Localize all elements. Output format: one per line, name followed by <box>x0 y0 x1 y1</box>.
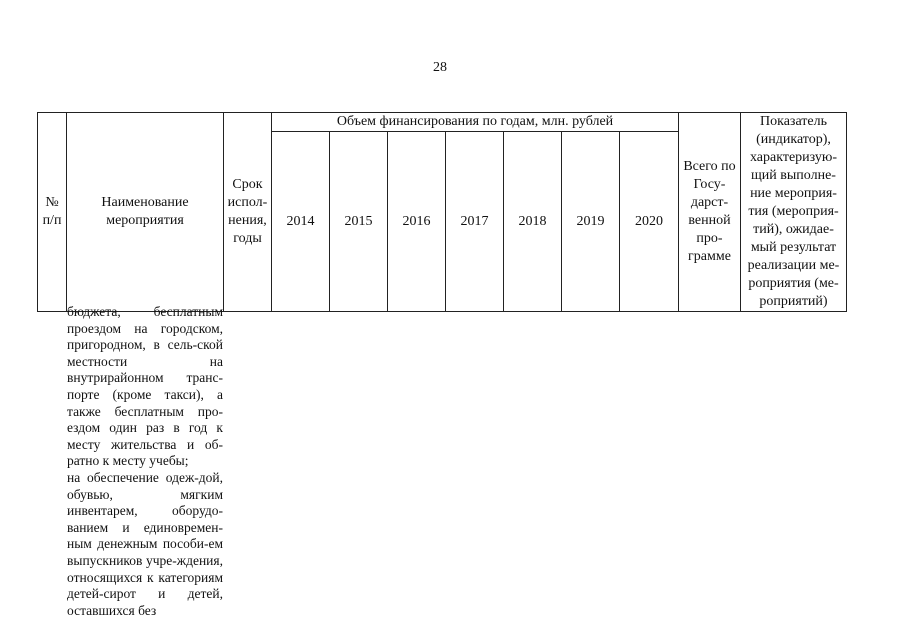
header-name: Наименование мероприятия <box>67 113 224 312</box>
page-number: 28 <box>433 60 447 75</box>
header-indicator: Показатель (индикатор), характеризую-щий выполне-ние мероприя-тия (мероприя-тий), ожидае-мый результат реализации ме-роприятия (ме-роприятий) <box>741 113 847 312</box>
measure-description <box>67 304 223 619</box>
funding-table-header <box>37 112 847 312</box>
header-year: 2015 <box>330 132 388 312</box>
header-num: № п/п <box>38 113 67 312</box>
body-paragraph: бюджета, бесплатным проездом на городском, пригородном, в сель-ской местности на внутрирайонном транс-порте (кроме такси), а также бесплатным про-ездом один раз в год к месту жительства и об-ратно к месту учебы; <box>67 304 223 469</box>
header-total: Всего по Госу-дарст-венной про-грамме <box>679 113 741 312</box>
header-year: 2018 <box>504 132 562 312</box>
header-funding-group: Объем финансирования по годам, млн. рублей <box>272 113 679 132</box>
header-year: 2020 <box>620 132 679 312</box>
body-paragraph: на обеспечение одеж-дой, обувью, мягким инвентарем, оборудо-ванием и единовремен-ным денежным пособи-ем выпускников учре-ждения, относящихся к категориям детей-сирот и детей, оставшихся без <box>67 469 223 618</box>
header-year: 2014 <box>272 132 330 312</box>
header-year: 2017 <box>446 132 504 312</box>
header-term: Срок испол-нения, годы <box>224 113 272 312</box>
header-year: 2016 <box>388 132 446 312</box>
header-year: 2019 <box>562 132 620 312</box>
